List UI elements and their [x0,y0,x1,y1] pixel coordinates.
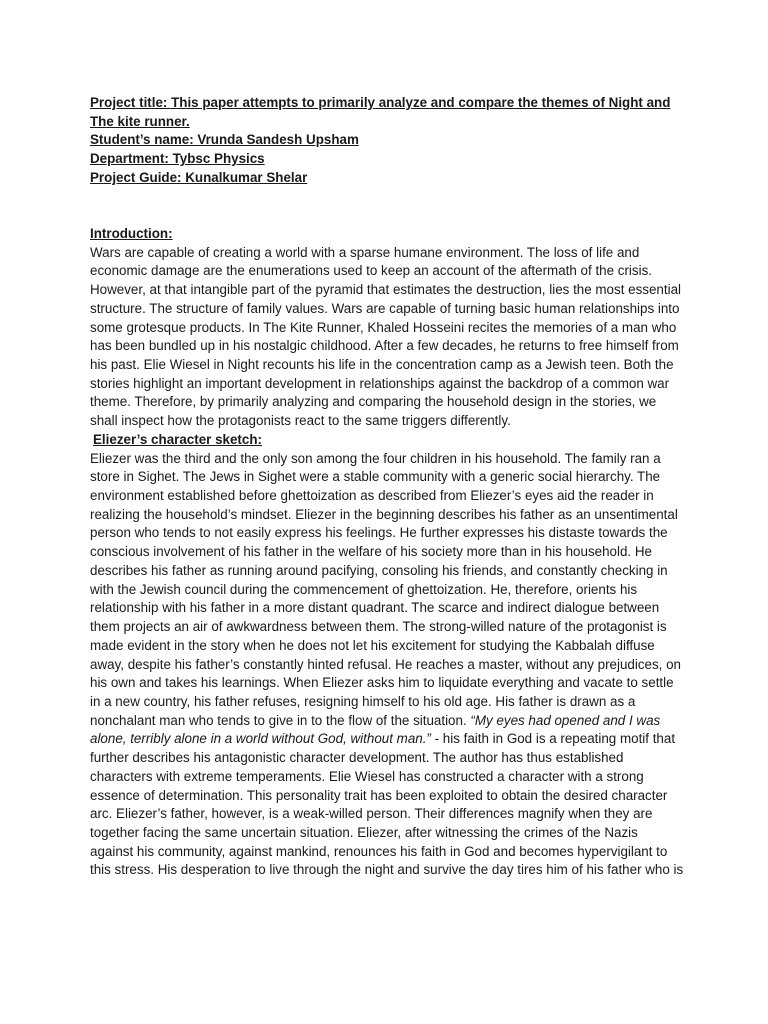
character-sketch-quote: “My eyes had opened and I was alone, terribly alone in a world without God, without man.” [90,712,661,747]
department: Department: Tybsc Physics [90,151,265,167]
document-header [90,94,684,188]
introduction-heading: Introduction: [90,225,173,241]
introduction-section [90,225,684,431]
document-page [90,94,684,880]
project-guide: Project Guide: Kunalkumar Shelar [90,169,308,185]
introduction-body: Wars are capable of creating a world with a sparse humane environment. The loss of life and economic damage are the enumerations used to keep an account of the aftermath of the crisis. However, at that intangible part of the pyramid that estimates the destruction, lies the most essential structure. The structure of family values. Wars are capable of turning basic human relationships into some grotesque products. In The Kite Runner, Khaled Hosseini recites the memories of a man who has been bundled up in his nostalgic childhood. After a few decades, he returns to free himself from his past. Elie Wiesel in Night recounts his life in the concentration camp as a Jewish teen. Both the stories highlight an important development in relationships against the backdrop of a common war theme. Therefore, by primarily analyzing and comparing the household design in the stories, we shall inspect how the protagonists react to the same triggers differently. [90,244,681,429]
spacer [90,188,684,225]
character-sketch-body-part1: Eliezer was the third and the only son among the four children in his household. The family ran a store in Sighet. The Jews in Sighet were a stable community with a generic social hierarchy. The environment established before ghettoization as described from Eliezer’s eyes aid the reader in realizing the household’s mindset. Eliezer in the beginning describes his father as an unsentimental person who tends to not easily express his feelings. He further expresses his distaste towards the conscious involvement of his father in the welfare of his society more than in his household. He describes his father as running around pacifying, consoling his friends, and constantly checking in with the Jewish council during the commencement of ghettoization. He, therefore, orients his relationship with his father in a more distant quadrant. The scarce and indirect dialogue between them projects an air of awkwardness between them. The strong-willed nature of the protagonist is made evident in the story when he does not let his excitement for studying the Kabbalah diffuse away, despite his father’s constantly hinted refusal. He reaches a master, without any prejudices, on his own and takes his learnings. When Eliezer asks him to liquidate everything and vacate to settle in a new country, his father refuses, resigning himself to his old age. His father is drawn as a nonchalant man who tends to give in to the flow of the situation. [90,450,681,728]
character-sketch-section [90,431,684,880]
character-sketch-body-part2: - his faith in God is a repeating motif that further describes his antagonistic character development. The author has thus established characters with extreme temperaments. Elie Wiesel has constructed a character with a strong essence of determination. This personality trait has been exploited to obtain the desired character arc. Eliezer’s father, however, is a weak-willed person. Their differences magnify when they are together facing the same uncertain situation. Eliezer, after witnessing the crimes of the Nazis against his community, against mankind, renounces his faith in God and becomes hypervigilant to this stress. His desperation to live through the night and survive the day tires him of his father who is [90,731,684,878]
character-sketch-body [90,450,684,881]
project-title: Project title: This paper attempts to primarily analyze and compare the themes of Night and The kite runner. [90,95,671,129]
student-name: Student’s name: Vrunda Sandesh Upsham [90,132,359,148]
character-sketch-heading: Eliezer’s character sketch: [93,431,262,447]
